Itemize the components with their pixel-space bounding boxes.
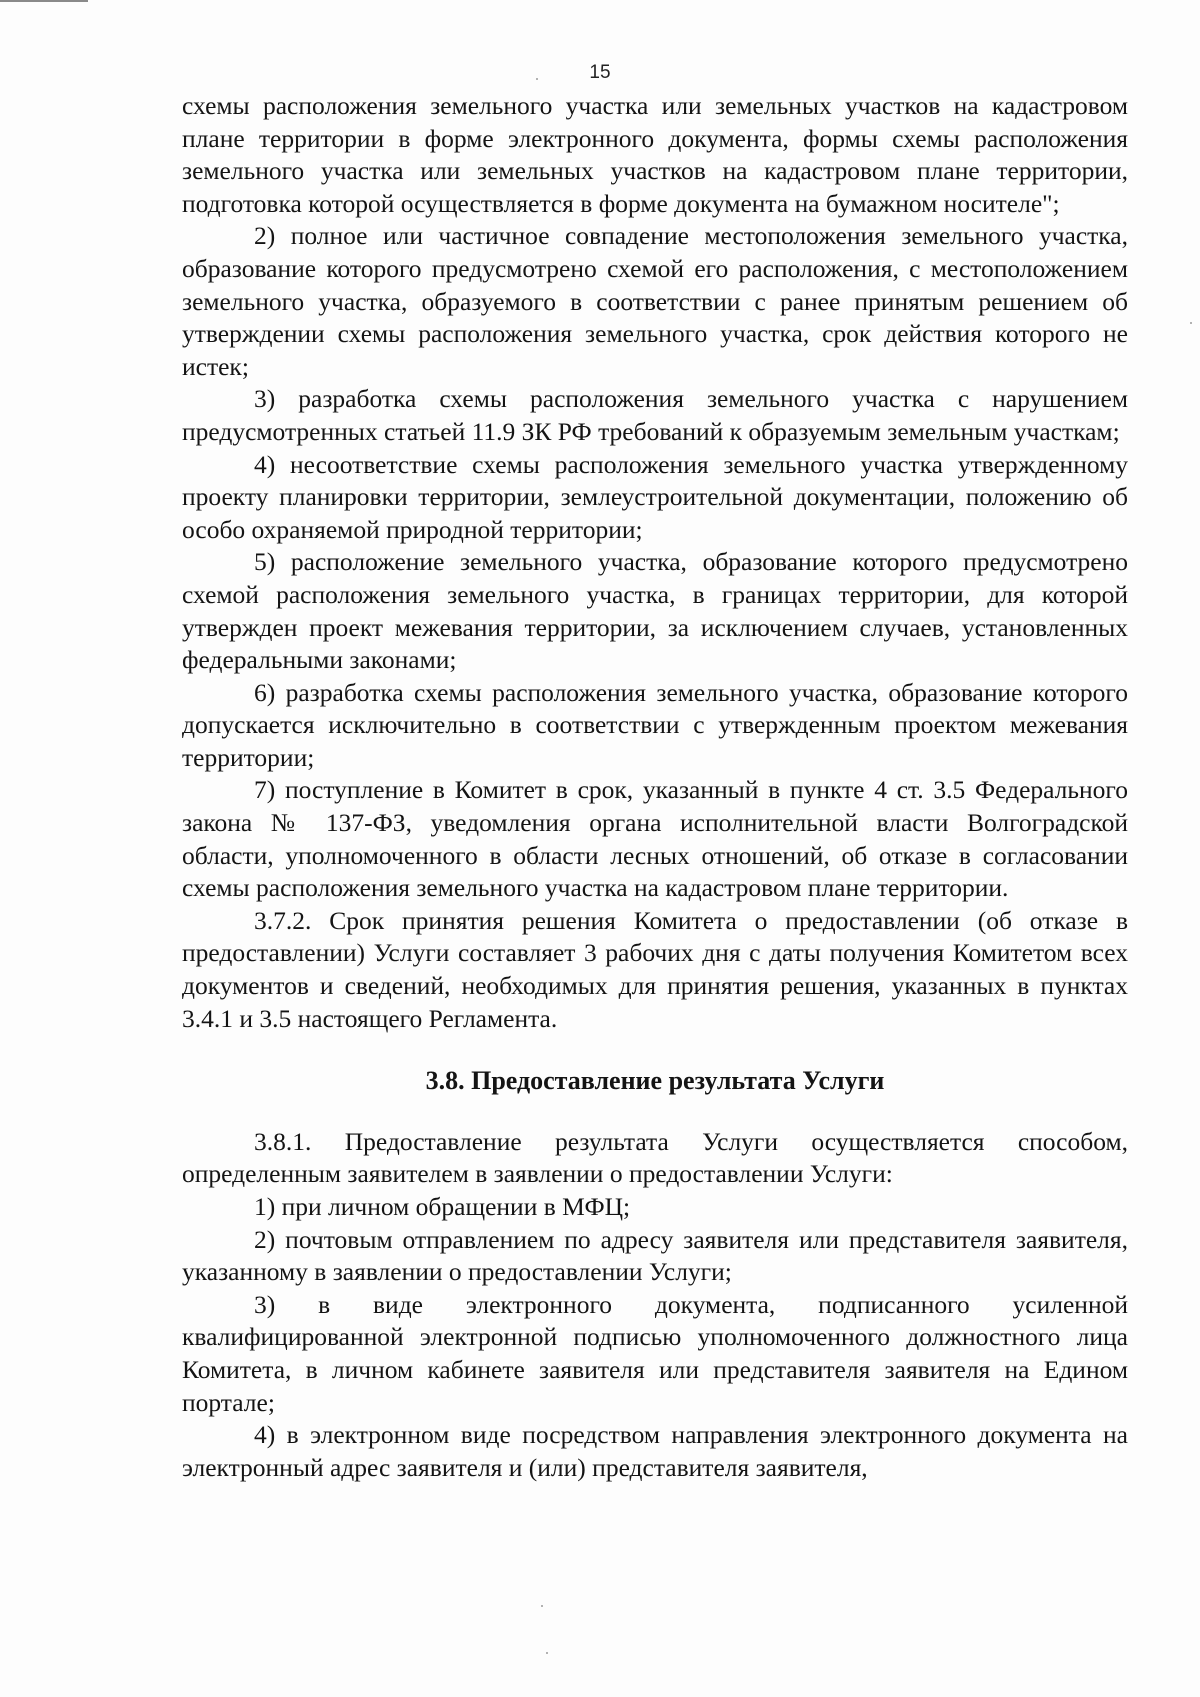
paragraph-3-8-1: 3.8.1. Предоставление результата Услуги осуществляется способом, определенным заявителем в заявлении о предоставлении Услуги: [182,1126,1128,1189]
scan-speck [541,1605,543,1607]
document-body [182,90,1128,1484]
scan-speck [536,78,538,80]
scan-speck [546,1652,548,1654]
result-method-1: 1) при личном обращении в МФЦ; [254,1192,631,1221]
result-method-3: 3) в виде электронного документа, подписанного усиленной квалифицированной электронной подписью уполномоченного должностного лица Комитета, в личном кабинете заявителя или представителя заявителя на Едином портале; [182,1289,1128,1417]
paragraph-item-5: 5) расположение земельного участка, образование которого предусмотрено схемой расположения земельного участка, в границах территории, для которой утвержден проект межевания территории, за исключением случаев, установленных федеральными законами; [182,547,1128,675]
result-method-4: 4) в электронном виде посредством направления электронного документа на электронный адрес заявителя и (или) представителя заявителя, [182,1420,1128,1482]
paragraph-item-2: 2) полное или частичное совпадение местоположения земельного участка, образование которого предусмотрено схемой его расположения, с местоположением земельного участка, образуемого в соответствии с ранее принятым решением об утверждении схемы расположения земельного участка, срок действия которого не истек; [182,221,1128,381]
paragraph-item-7: 7) поступление в Комитет в срок, указанный в пункте 4 ст. 3.5 Федерального закона № 137-ФЗ, уведомления органа исполнительной власти Волгоградской области, уполномоченного в области лесных отношений, об отказе в согласовании схемы расположения земельного участка на кадастровом плане территории. [182,775,1128,903]
paragraph-item-4: 4) несоответствие схемы расположения земельного участка утвержденному проекту планировки территории, землеустроительной документации, положению об особо охраняемой природной территории; [182,449,1128,544]
result-method-2: 2) почтовым отправлением по адресу заявителя или представителя заявителя, указанному в заявлении о предоставлении Услуги; [182,1224,1128,1287]
page-number: 15 [589,62,611,83]
scan-speck [1190,322,1192,324]
paragraph-3-7-2: 3.7.2. Срок принятия решения Комитета о предоставлении (об отказе в предоставлении) Услуги составляет 3 рабочих дня с даты получения Комитетом всех документов и сведений, необходимых для принятия решения, указанных в пунктах 3.4.1 и 3.5 настоящего Регламента. [182,905,1128,1033]
scan-edge-mark [0,0,88,2]
paragraph-item-3: 3) разработка схемы расположения земельного участка с нарушением предусмотренных статьей 11.9 ЗК РФ требований к образуемым земельным участкам; [182,384,1128,446]
paragraph-item-6: 6) разработка схемы расположения земельного участка, образование которого допускается исключительно в соответствии с утвержденным проектом межевания территории; [182,677,1128,772]
paragraph-continuation: схемы расположения земельного участка или земельных участков на кадастровом плане территории в форме электронного документа, формы схемы расположения земельного участка или земельных участков на кадастровом плане территории, подготовка которой осуществляется в форме документа на бумажном носителе"; [182,91,1128,218]
section-heading: 3.8. Предоставление результата Услуги [425,1066,885,1096]
